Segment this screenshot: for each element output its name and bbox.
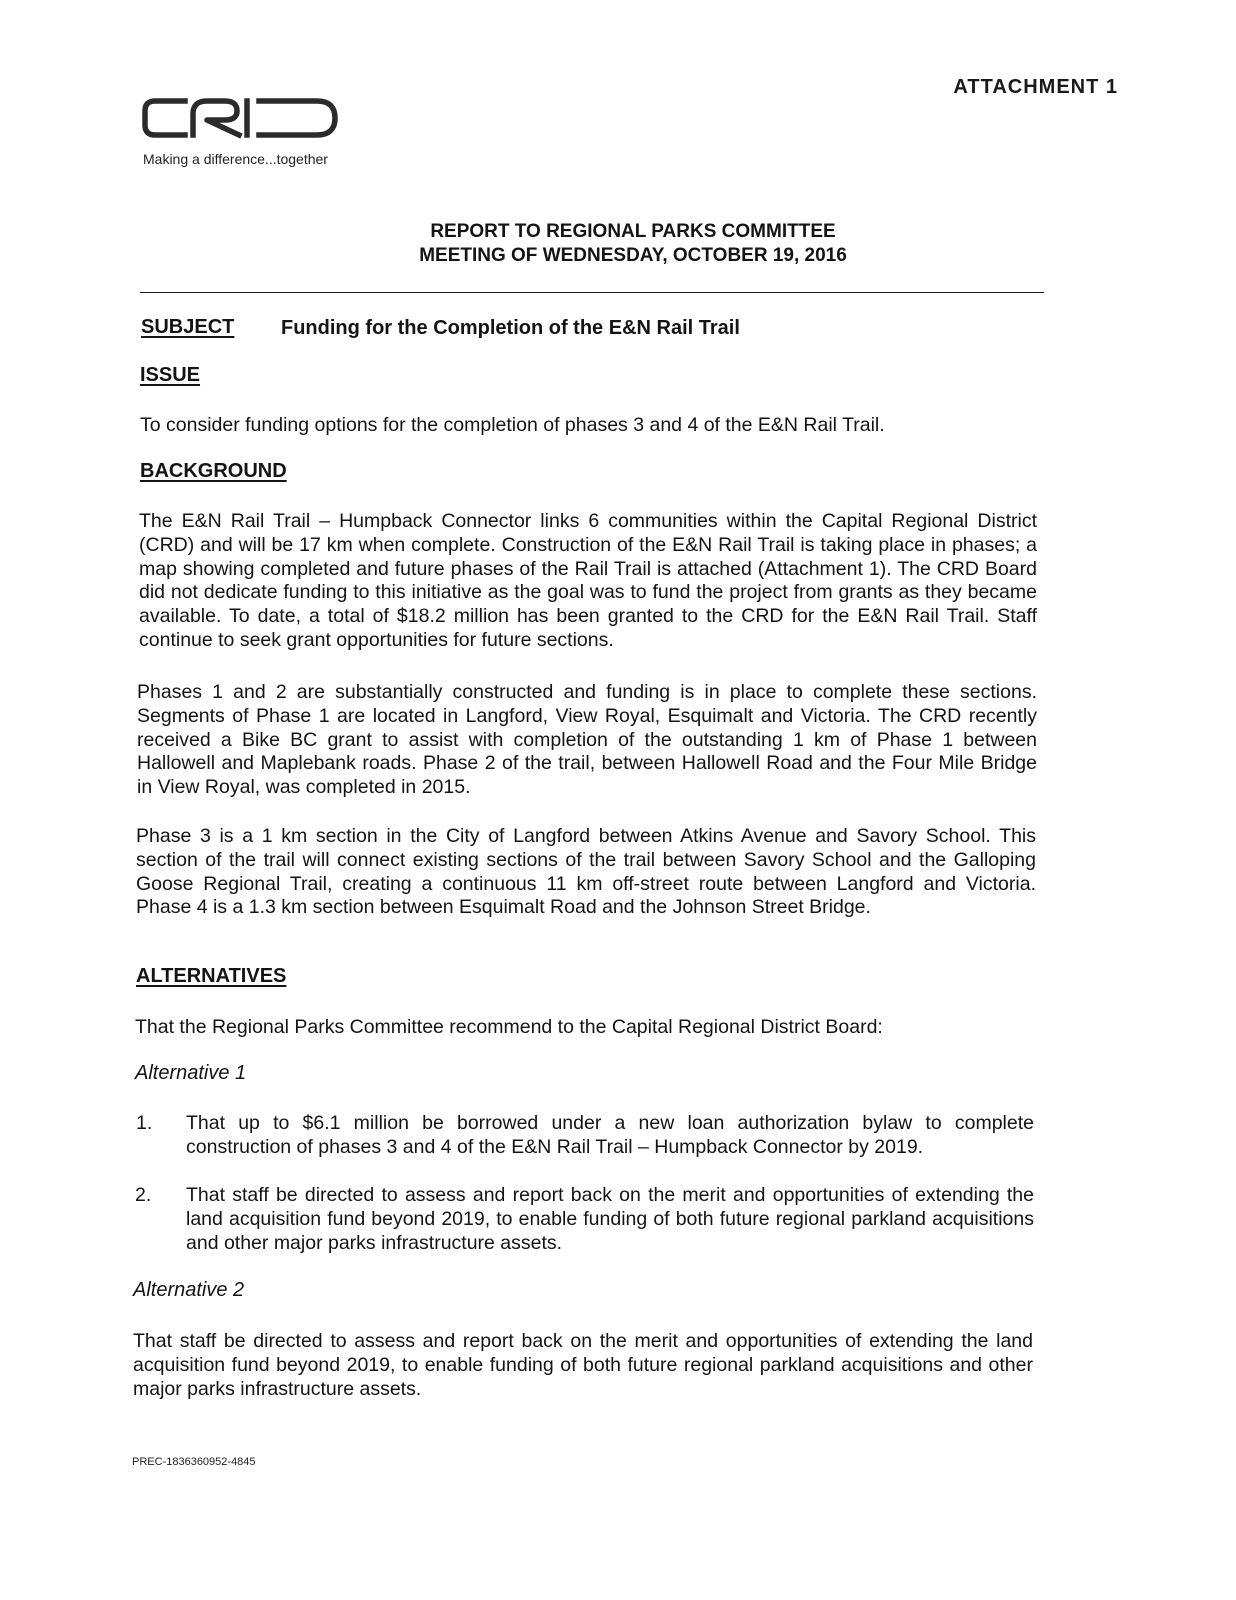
attachment-label: ATTACHMENT 1 [953,76,1118,98]
report-title-line2: MEETING OF WEDNESDAY, OCTOBER 19, 2016 [419,245,847,266]
issue-heading: ISSUE [140,364,201,386]
background-paragraph-3: Phase 3 is a 1 km section in the City of Langford between Atkins Avenue and Savory School. This section of the trail will connect existing sections of the trail between Savory School and the Galloping Goose Regional Trail, creating a continuous 11 km off-street route between Langford and Victoria. Phase 4 is a 1.3 km section between Esquimalt Road and the Johnson Street Bridge. [136,825,1036,919]
alternative-2-label: Alternative 2 [133,1279,245,1301]
alt1-item-1-text: That up to $6.1 million be borrowed under a new loan authorization bylaw to complete construction of phases 3 and 4 of the E&N Rail Trail – Humpback Connector by 2019. [186,1112,1034,1158]
subject-heading: SUBJECT [141,316,235,338]
background-paragraph-2: Phases 1 and 2 are substantially constructed and funding is in place to complete these sections. Segments of Phase 1 are located in Langford, View Royal, Esquimalt and Victoria. The CRD recently received a Bike BC grant to assist with completion of the outstanding 1 km of Phase 1 between Hallowell and Maplebank roads. Phase 2 of the trail, between Hallowell Road and the Four Mile Bridge in View Royal, was completed in 2015. [137,681,1037,799]
background-heading: BACKGROUND [140,460,287,482]
alt1-item-2-text: That staff be directed to assess and report back on the merit and opportunities of extending the land acquisition fund beyond 2019, to enable funding of both future regional parkland acquisitions and other major parks infrastructure assets. [186,1184,1034,1254]
subject-text: Funding for the Completion of the E&N Rail Trail [281,317,740,339]
alt1-item-2-number: 2. [135,1184,152,1206]
report-title-line1: REPORT TO REGIONAL PARKS COMMITTEE [430,221,836,242]
alt1-item-1-number: 1. [136,1112,153,1134]
title-divider [140,292,1044,293]
alternative-1-label: Alternative 1 [135,1062,247,1084]
crd-logo [141,96,341,140]
tagline: Making a difference...together [143,151,328,167]
document-code: PREC-1836360952-4845 [132,1456,256,1468]
alternatives-intro: That the Regional Parks Committee recommend to the Capital Regional District Board: [135,1016,883,1038]
alternative-2-text: That staff be directed to assess and report back on the merit and opportunities of extending the land acquisition fund beyond 2019, to enable funding of both future regional parkland acquisitions and other major parks infrastructure assets. [133,1330,1033,1400]
issue-text: To consider funding options for the completion of phases 3 and 4 of the E&N Rail Trail. [140,414,885,436]
crd-logo-mark [141,96,341,140]
report-title [0,220,1236,268]
background-paragraph-1: The E&N Rail Trail – Humpback Connector links 6 communities within the Capital Regional District (CRD) and will be 17 km when complete. Construction of the E&N Rail Trail is taking place in phases; a map showing completed and future phases of the Rail Trail is attached (Attachment 1). The CRD Board did not dedicate funding to this initiative as the goal was to fund the project from grants as they became available. To date, a total of $18.2 million has been granted to the CRD for the E&N Rail Trail. Staff continue to seek grant opportunities for future sections. [139,510,1037,651]
alternatives-heading: ALTERNATIVES [136,965,287,987]
